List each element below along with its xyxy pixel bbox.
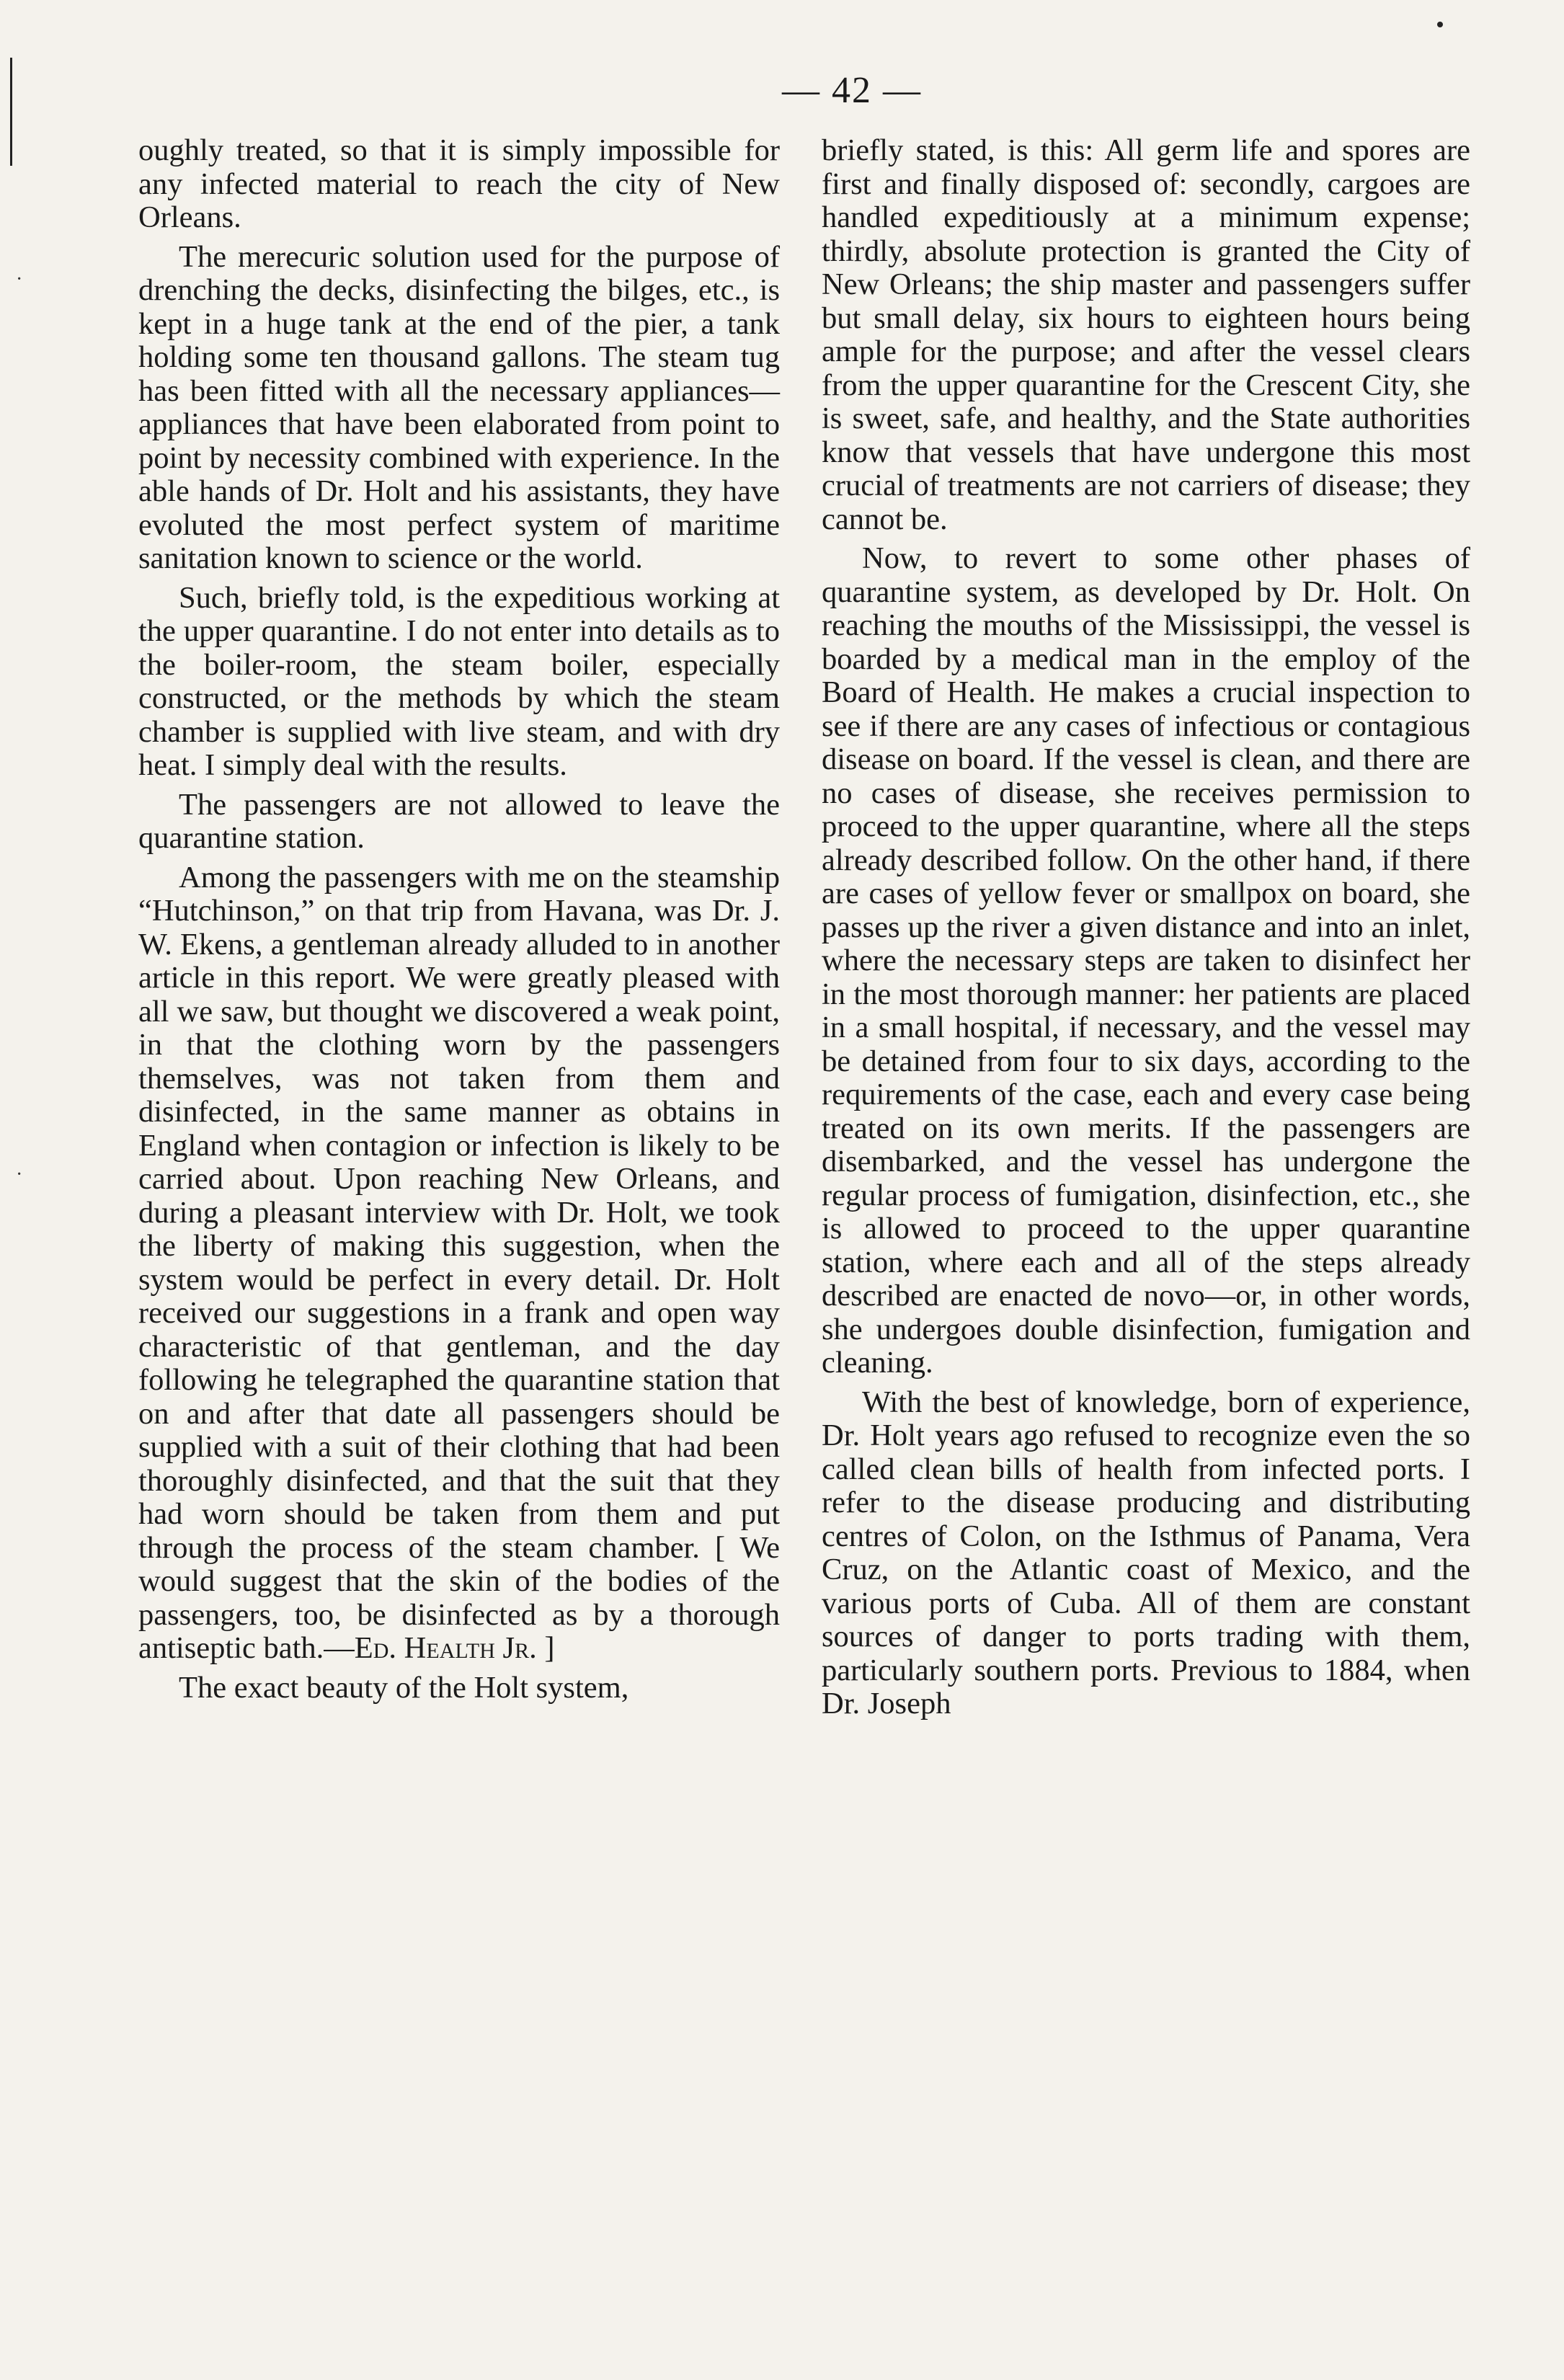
left-column (138, 134, 780, 1710)
page-number: — 42 — (782, 70, 922, 111)
margin-speck: · (16, 1163, 23, 1186)
print-speck (1437, 22, 1443, 27)
paragraph: Now, to revert to some other phases of quarantine system, as developed by Dr. Holt. On reaching the mouths of the Mississippi, the vessel is boarded by a medical man in the employ of the Board of Health. He makes a crucial inspection to see if there are any cases of infectious or contagious disease on board. If the vessel is clean, and there are no cases of disease, she receives permission to proceed to the upper quarantine, where all the steps already described follow. On the other hand, if there are cases of yellow fever or smallpox on board, she passes up the river a given distance and into an inlet, where the necessary steps are taken to disinfect her in the most thorough manner: her patients are placed in a small hospital, if necessary, and the vessel may be detained from four to six days, according to the requirements of the case, each and every case being treated on its own merits. If the passengers are disembarked, and the vessel has undergone the regular process of fumigation, disinfection, etc., she is allowed to proceed to the upper quarantine station, where each and all of the steps already described are enacted de novo—or, in other words, she undergoes double disinfection, fumigation and cleaning. (822, 541, 1470, 1380)
paragraph (138, 861, 780, 1666)
paragraph: Such, briefly told, is the expeditious working at the upper quarantine. I do not enter into details as to the boiler-room, the steam boiler, especially constructed, or the methods by which the steam chamber is supplied with live steam, and with dry heat. I simply deal with the results. (138, 580, 780, 782)
editor-close: ] (536, 1631, 555, 1665)
paragraph: briefly stated, is this: All germ life and spores are first and finally disposed of: secondly, cargoes are handled expeditiously at a minimum expense; thirdly, absolute protection is granted the City of New Orleans; the ship master and passengers suffer but small delay, six hours to eighteen hours being ample for the purpose; and after the vessel clears from the upper quarantine for the Crescent City, she is sweet, safe, and healthy, and the State authorities know that vessels that have undergone this most crucial of treatments are not carriers of disease; they cannot be. (822, 133, 1470, 536)
margin-speck: · (16, 268, 23, 290)
right-column (822, 134, 1470, 1727)
paragraph: The passengers are not allowed to leave the quarantine station. (138, 787, 780, 855)
paragraph: oughly treated, so that it is simply impossible for any infected material to reach the city of New Orleans. (138, 133, 780, 234)
margin-rule (10, 58, 12, 166)
paragraph: The exact beauty of the Holt system, (179, 1670, 629, 1705)
paragraph: With the best of knowledge, born of experience, Dr. Holt years ago refused to recognize even the so called clean bills of health from infected ports. I refer to the disease producing and distributing centres of Colon, on the Isthmus of Panama, Vera Cruz, on the Atlantic coast of Mexico, and the various ports of Cuba. All of them are constant sources of danger to ports trading with them, particularly southern ports. Previous to 1884, when Dr. Joseph (822, 1385, 1470, 1720)
paragraph: The merecuric solution used for the purpose of drenching the decks, disinfecting the bilges, etc., is kept in a huge tank at the end of the pier, a tank holding some ten thousand gallons. The steam tug has been fitted with all the necessary appliances—appliances that have been elaborated from point to point by necessity combined with experience. In the able hands of Dr. Holt and his assistants, they have evoluted the most perfect system of maritime sanitation known to science or the world. (138, 239, 780, 575)
editor-signature: Ed. Health Jr. (354, 1631, 537, 1665)
paragraph-text: Among the passengers with me on the steamship “Hutchinson,” on that trip from Havana, was Dr. J. W. Ekens, a gentleman already alluded to in another article in this report. We were greatly pleased with all we saw, but thought we discovered a weak point, in that the clothing worn by the passengers themselves, was not taken from them and disinfected, in the same manner as obtains in England when contagion or infection is likely to be carried about. Upon reaching New Orleans, and during a pleasant interview with Dr. Holt, we took the liberty of making this suggestion, when the system would be perfect in every detail. Dr. Holt received our suggestions in a frank and open way characteristic of that gentleman, and the day following he telegraphed the quarantine station that on and after that date all passengers should be supplied with a suit of their clothing that had been thoroughly disinfected, and that the suit that they had worn should be taken from them and put through the process of the steam chamber. [ We would suggest that the skin of the bodies of the passengers, too, be disinfected as by a thorough antiseptic bath.— (138, 860, 780, 1665)
